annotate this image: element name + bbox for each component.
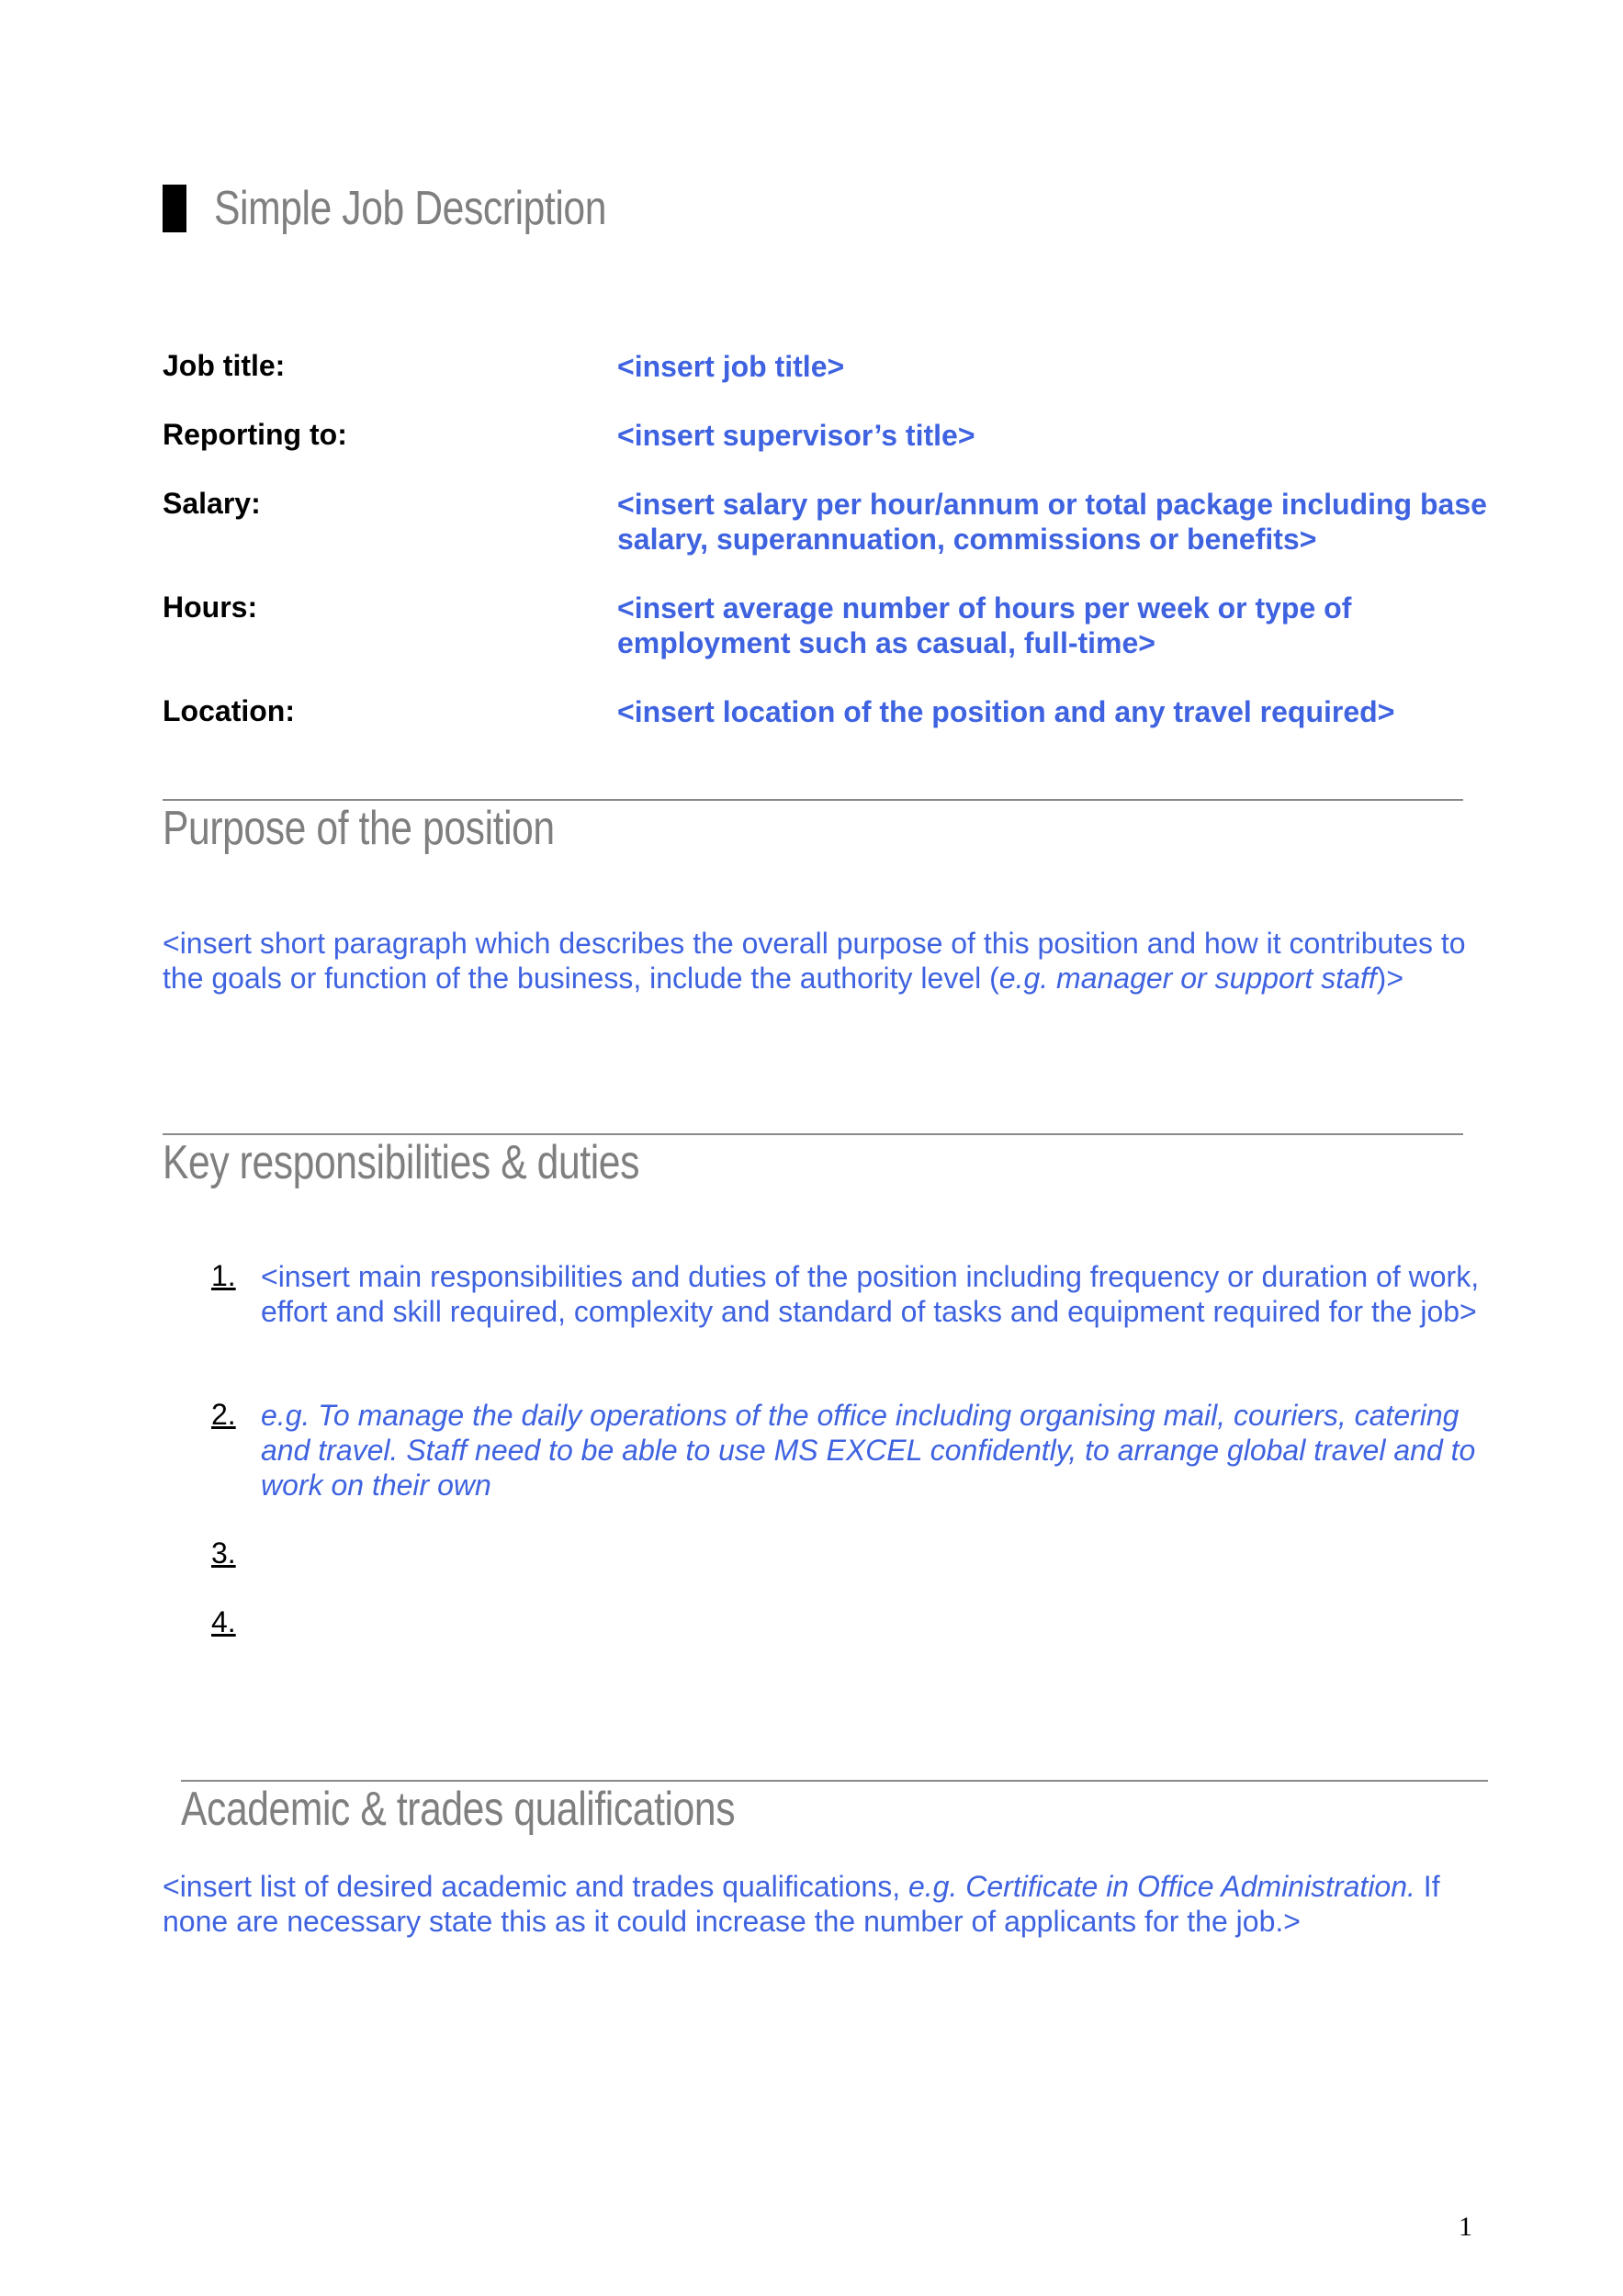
hours-label: Hours:	[163, 591, 258, 624]
page-number: 1	[1459, 2212, 1472, 2242]
qualifications-paragraph	[163, 1869, 1494, 1939]
list-item-text: <insert main responsibilities and duties of the position including frequency or duration of work, effort and skill required, complexity and standard of tasks and equipment required for the job>	[261, 1260, 1480, 1328]
list-item-number: 3.	[211, 1536, 236, 1570]
salary-value: <insert salary per hour/annum or total package including base salary, superannuation, commissions or benefits>	[617, 488, 1487, 556]
list-item-text: e.g. To manage the daily operations of the office including organising mail, couriers, catering and travel. Staff need to be able to use MS EXCEL confidently, to arrange global travel and to work on their own	[261, 1399, 1476, 1502]
location-value: <insert location of the position and any travel required>	[617, 695, 1395, 728]
purpose-text-start: <insert short paragraph which describes the overall purpose of this position and how it contributes to the goals or function of the business, include the authority level (	[163, 927, 1466, 995]
purpose-text-example: e.g. manager or support staff	[998, 962, 1377, 995]
qualifications-text-end: If none are necessary state this as it could increase the number of applicants for the job.>	[163, 1870, 1440, 1938]
list-item-number: 4.	[211, 1605, 236, 1638]
salary-label: Salary:	[163, 487, 261, 520]
reporting-to-value: <insert supervisor’s title>	[617, 419, 975, 452]
document-title-text: Simple Job Description	[214, 182, 607, 235]
location-label: Location:	[163, 694, 295, 727]
list-item-number: 1.	[211, 1259, 236, 1292]
purpose-heading: Purpose of the position	[163, 802, 555, 855]
hours-value: <insert average number of hours per week or type of employment such as casual, full-time>	[617, 591, 1352, 659]
purpose-text-end: )>	[1376, 962, 1403, 995]
job-title-label: Job title:	[163, 349, 286, 382]
qualifications-text-example: e.g. Certificate in Office Administration.	[907, 1870, 1415, 1903]
list-item-number: 2.	[211, 1398, 236, 1431]
qualifications-heading: Academic & trades qualifications	[181, 1783, 736, 1836]
job-title-value: <insert job title>	[617, 350, 845, 383]
document-title	[163, 182, 693, 235]
reporting-to-label: Reporting to:	[163, 418, 347, 451]
qualifications-text-start: <insert list of desired academic and trades qualifications,	[163, 1870, 908, 1903]
title-marker-block	[163, 185, 186, 232]
purpose-paragraph	[163, 926, 1485, 996]
responsibilities-heading: Key responsibilities & duties	[163, 1136, 640, 1189]
